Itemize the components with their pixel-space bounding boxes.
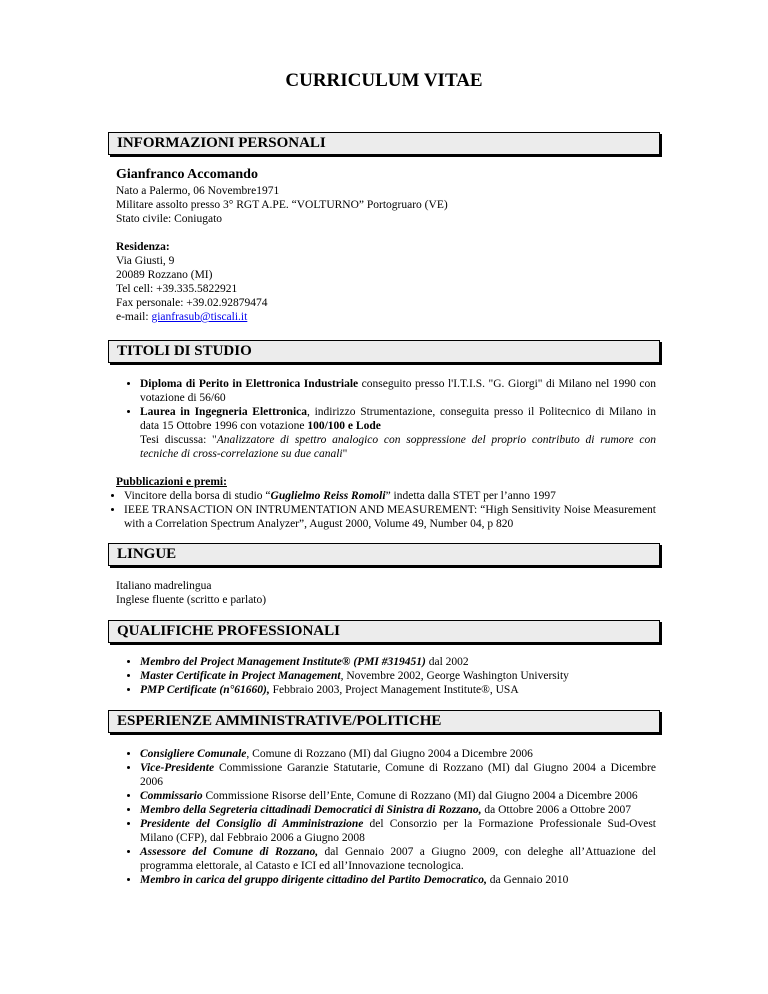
cell-phone: Tel cell: +39.335.5822921 <box>116 283 238 295</box>
street-address: Via Giusti, 9 <box>116 255 175 267</box>
languages-block <box>116 579 656 607</box>
section-header-languages <box>108 543 660 566</box>
list-item: • Assessore del Comune di Rozzano, dal Gennaio 2007 a Giugno 2009, con deleghe all’Attuazione del programma elettorale, al Catasto e ICI ed all’Innovazione tecnologica. <box>140 845 656 873</box>
section-title: QUALIFICHE PROFESSIONALI <box>117 623 340 639</box>
birth-info: Nato a Palermo, 06 Novembre1971 <box>116 185 280 197</box>
section-header-qualifications <box>108 620 660 643</box>
personal-info <box>116 166 656 324</box>
military-info: Militare assolto presso 3° RGT A.PE. “VOLTURNO” Portogruaro (VE) <box>116 199 448 211</box>
list-item: • Vincitore della borsa di studio “Guglielmo Reiss Romoli” indetta dalla STET per l’anno 1997 <box>124 489 656 503</box>
email-label: e-mail: <box>116 311 152 323</box>
list-item: • Vice-Presidente Commissione Garanzie Statutarie, Comune di Rozzano (MI) dal Giugno 2004 a Dicembre 2006 <box>140 761 656 789</box>
person-name: Gianfranco Accomando <box>116 167 258 182</box>
city-address: 20089 Rozzano (MI) <box>116 269 213 281</box>
qualifications-block <box>116 655 656 697</box>
list-item: • Diploma di Perito in Elettronica Industriale conseguito presso l'I.T.I.S. "G. Giorgi" di Milano nel 1990 con votazione di 56/60 <box>140 377 656 405</box>
section-title: LINGUE <box>117 546 177 562</box>
list-item: • IEEE TRANSACTION ON INTRUMENTATION AND MEASUREMENT: “High Sensitivity Noise Measurement with a Correlation Spectrum Analyzer”, August 2000, Volume 49, Number 04, p 820 <box>124 503 656 531</box>
list-item: • Consigliere Comunale, Comune di Rozzano (MI) dal Giugno 2004 a Dicembre 2006 <box>140 747 656 761</box>
document-title: CURRICULUM VITAE <box>285 70 483 91</box>
section-title: TITOLI DI STUDIO <box>117 343 252 359</box>
list-item: • Membro della Segreteria cittadinadi Democratici di Sinistra di Rozzano, da Ottobre 2006 a Ottobre 2007 <box>140 803 656 817</box>
email-link[interactable]: gianfrasub@tiscali.it <box>151 311 248 323</box>
degrees-list <box>116 377 656 461</box>
publications-list <box>116 489 656 531</box>
thesis-title: Analizzatore di spettro analogico con soppressione del proprio contributo di rumore con tecniche di cross-correlazione su due canali <box>140 434 656 460</box>
section-header-experience <box>108 710 660 733</box>
list-item: • Membro del Project Management Institute® (PMI #319451) dal 2002 <box>140 655 656 669</box>
list-item: • Master Certificate in Project Management, Novembre 2002, George Washington University <box>140 669 656 683</box>
residence-label: Residenza: <box>116 241 170 253</box>
list-item: • PMP Certificate (n°61660), Febbraio 2003, Project Management Institute®, USA <box>140 683 656 697</box>
section-title: INFORMAZIONI PERSONALI <box>117 135 326 151</box>
experience-list <box>116 747 656 887</box>
publications-label: Pubblicazioni e premi: <box>116 476 227 488</box>
section-header-personal <box>108 132 660 155</box>
section-header-studies <box>108 340 660 363</box>
fax-number: Fax personale: +39.02.92879474 <box>116 297 268 309</box>
civil-status: Stato civile: Coniugato <box>116 213 223 225</box>
section-title: ESPERIENZE AMMINISTRATIVE/POLITICHE <box>117 713 442 729</box>
qualifications-list <box>116 655 656 697</box>
list-item: • Commissario Commissione Risorse dell’Ente, Comune di Rozzano (MI) dal Giugno 2004 a Dicembre 2006 <box>140 789 656 803</box>
experience-block <box>116 747 656 887</box>
email-line <box>116 310 656 324</box>
studies-block <box>116 377 656 531</box>
list-item: • Presidente del Consiglio di Amministrazione del Consorzio per la Formazione Professionale Sud-Ovest Milano (CFP), dal Febbraio 2006 a Giugno 2008 <box>140 817 656 845</box>
language-italian: Italiano madrelingua <box>116 580 212 592</box>
list-item: • Membro in carica del gruppo dirigente cittadino del Partito Democratico, da Gennaio 2010 <box>140 873 656 887</box>
language-english: Inglese fluente (scritto e parlato) <box>116 594 267 606</box>
list-item: • Laurea in Ingegneria Elettronica, indirizzo Strumentazione, conseguita presso il Politecnico di Milano in data 15 Ottobre 1996 con votazione 100/100 e Lode Tesi discussa: "Analizzatore di spettro analogico con soppressione del proprio contributo di rumore con tecniche di cross-correlazione su due canali" <box>140 405 656 461</box>
